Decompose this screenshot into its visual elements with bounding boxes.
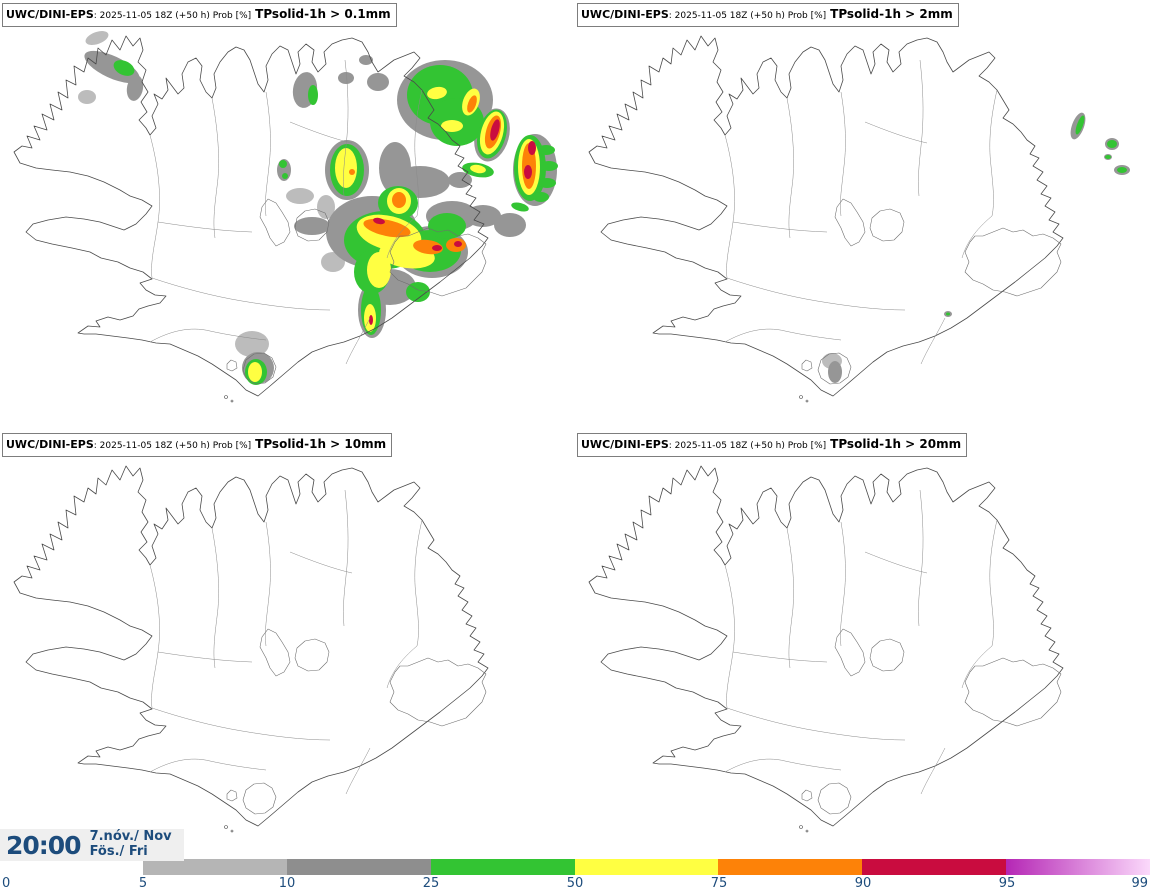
- interior-border: [725, 329, 841, 342]
- prob-blob-red: [528, 141, 536, 155]
- interior-border: [990, 520, 997, 646]
- panel-title: [2, 433, 392, 457]
- interior-border: [290, 552, 352, 573]
- prob-blob-green: [533, 192, 549, 202]
- probability-field: [822, 111, 1130, 383]
- glacier-outline: [965, 228, 1061, 296]
- prob-blob-red: [524, 165, 532, 179]
- interior-border: [212, 528, 219, 668]
- glacier-outline: [835, 629, 865, 676]
- prob-blob-green: [1107, 140, 1117, 148]
- parameter-threshold: TPsolid-1h > 20mm: [830, 437, 962, 451]
- parameter-threshold: TPsolid-1h > 0.1mm: [255, 7, 391, 21]
- interior-border: [962, 646, 992, 688]
- prob-blob-orange: [392, 192, 406, 208]
- iceland-map-tl: [0, 0, 575, 430]
- prob-blob-gray: [828, 361, 842, 383]
- interior-border: [727, 708, 905, 740]
- interior-border: [787, 98, 794, 238]
- glacier-outline: [390, 658, 486, 726]
- model-name: UWC/DINI-EPS: [6, 438, 94, 451]
- colorbar-segment-90-95: [862, 859, 1006, 875]
- parameter-threshold: TPsolid-1h > 2mm: [830, 7, 953, 21]
- iceland-map-tr: [575, 0, 1150, 430]
- islet: [231, 400, 233, 402]
- forecast-panel-prob-0.1mm: [0, 0, 575, 430]
- glacier-outline: [870, 209, 904, 241]
- prob-blob-gray: [294, 217, 330, 235]
- glacier-outline: [243, 783, 276, 814]
- prob-blob-green: [538, 178, 556, 188]
- colorbar-tick-90: 90: [854, 876, 872, 891]
- forecast-panel-prob-2mm: [575, 0, 1150, 430]
- islet: [225, 396, 228, 399]
- interior-border: [921, 748, 945, 794]
- glacier-outline: [227, 790, 237, 801]
- valid-date-month: 7.nóv./ Nov: [89, 829, 172, 845]
- interior-border: [733, 222, 827, 232]
- colorbar-tick-50: 50: [566, 876, 584, 891]
- model-name: UWC/DINI-EPS: [581, 8, 669, 21]
- prob-blob-red: [454, 241, 462, 247]
- interior-border: [733, 652, 827, 662]
- forecast-panel-prob-20mm: [575, 430, 1150, 860]
- interior-border: [265, 92, 270, 216]
- prob-blob-green: [946, 313, 950, 316]
- interior-border: [387, 646, 417, 688]
- interior-border: [918, 490, 923, 626]
- glacier-outline: [870, 639, 904, 671]
- colorbar-segment-75-90: [718, 859, 862, 875]
- panel-title: [577, 433, 967, 457]
- colorbar-tick-5: 5: [138, 876, 148, 891]
- colorbar-segment-10-25: [287, 859, 431, 875]
- interior-border: [152, 278, 330, 310]
- glacier-outline: [965, 658, 1061, 726]
- glacier-outline: [260, 629, 290, 676]
- prob-blob-green: [279, 160, 287, 168]
- interior-border: [415, 520, 422, 646]
- prob-blob-green: [282, 173, 288, 179]
- parameter-threshold: TPsolid-1h > 10mm: [255, 437, 387, 451]
- run-info: : 2025-11-05 18Z (+50 h) Prob [%]: [93, 11, 252, 21]
- prob-blob-orange: [349, 169, 355, 175]
- valid-date-weekday: Fös./ Fri: [89, 844, 148, 859]
- interior-border: [343, 490, 348, 626]
- colorbar-tick-75: 75: [710, 876, 728, 891]
- islet: [806, 400, 808, 402]
- prob-blob-green: [537, 145, 555, 155]
- islet: [231, 830, 233, 832]
- glacier-outline: [227, 360, 237, 371]
- glacier-outline: [802, 790, 812, 801]
- islet: [800, 396, 803, 399]
- colorbar-segment-95-99: [1006, 859, 1150, 875]
- model-name: UWC/DINI-EPS: [6, 8, 94, 21]
- forecast-panel-prob-10mm: [0, 430, 575, 860]
- islet: [225, 826, 228, 829]
- prob-blob-gray: [338, 72, 354, 84]
- colorbar-tick-10: 10: [278, 876, 296, 891]
- interior-border: [865, 552, 927, 573]
- colorbar-segment-25-50: [431, 859, 575, 875]
- islet: [800, 826, 803, 829]
- colorbar-tick-0: 0: [2, 876, 11, 891]
- colorbar-tick-99: 99: [1131, 876, 1148, 891]
- interior-border: [962, 216, 992, 258]
- colorbar-strip: [143, 859, 1150, 875]
- interior-border: [158, 652, 252, 662]
- prob-blob-green: [308, 85, 318, 105]
- prob-blob-green: [1117, 167, 1127, 173]
- prob-blob-green: [540, 161, 558, 171]
- interior-border: [152, 708, 330, 740]
- prob-blob-yellow: [335, 148, 357, 188]
- probability-colorbar: [0, 858, 1150, 891]
- interior-border: [840, 92, 845, 216]
- glacier-outline: [835, 199, 865, 246]
- interior-border: [290, 122, 352, 143]
- interior-border: [346, 748, 370, 794]
- prob-blob-green: [428, 213, 466, 239]
- prob-blob-red: [369, 315, 373, 325]
- glacier-outline: [818, 783, 851, 814]
- panel-title: [2, 3, 397, 27]
- colorbar-segment-50-75: [575, 859, 719, 875]
- run-info: : 2025-11-05 18Z (+50 h) Prob [%]: [668, 11, 827, 21]
- interior-border: [921, 318, 945, 364]
- glacier-outline: [295, 639, 329, 671]
- prob-blob-gray: [367, 73, 389, 91]
- colorbar-tick-25: 25: [422, 876, 440, 891]
- iceland-map-svg: [0, 0, 575, 430]
- prob-blob-lightgray: [84, 28, 111, 47]
- iceland-map-svg: [0, 430, 575, 860]
- valid-date: [90, 830, 172, 860]
- prob-blob-lightgray: [286, 188, 314, 204]
- base-map-lines: [14, 453, 488, 833]
- base-map-lines: [589, 23, 1063, 403]
- prob-blob-yellow: [248, 362, 262, 382]
- iceland-map-svg: [575, 0, 1150, 430]
- prob-blob-gray: [494, 213, 526, 237]
- interior-border: [990, 90, 997, 216]
- interior-border: [265, 522, 270, 646]
- interior-border: [158, 222, 252, 232]
- iceland-map-br: [575, 430, 1150, 860]
- run-info: : 2025-11-05 18Z (+50 h) Prob [%]: [93, 441, 252, 451]
- interior-border: [918, 60, 923, 196]
- islet: [806, 830, 808, 832]
- valid-time: 20:00: [6, 830, 81, 860]
- interior-border: [840, 522, 845, 646]
- model-name: UWC/DINI-EPS: [581, 438, 669, 451]
- interior-border: [725, 759, 841, 772]
- prob-blob-lightgray: [78, 90, 96, 104]
- interior-border: [787, 528, 794, 668]
- valid-time-box: [0, 829, 184, 861]
- interior-border: [150, 759, 266, 772]
- prob-blob-gray: [448, 172, 472, 188]
- interior-border: [346, 318, 370, 364]
- interior-border: [865, 122, 927, 143]
- iceland-map-svg: [575, 430, 1150, 860]
- glacier-outline: [802, 360, 812, 371]
- base-map-lines: [589, 453, 1063, 833]
- prob-blob-green: [1105, 155, 1111, 159]
- colorbar-segment-5-10: [143, 859, 287, 875]
- probability-field: [78, 28, 558, 385]
- prob-blob-red: [432, 245, 442, 251]
- glacier-outline: [260, 199, 290, 246]
- run-info: : 2025-11-05 18Z (+50 h) Prob [%]: [668, 441, 827, 451]
- interior-border: [212, 98, 219, 238]
- colorbar-tick-95: 95: [998, 876, 1016, 891]
- iceland-map-bl: [0, 430, 575, 860]
- panel-title: [577, 3, 959, 27]
- interior-border: [727, 278, 905, 310]
